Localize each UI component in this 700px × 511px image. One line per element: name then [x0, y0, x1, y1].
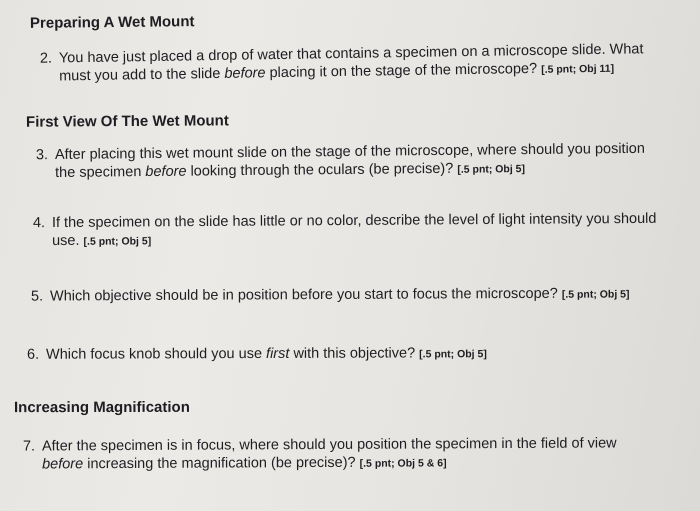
- question-5: [31, 284, 630, 306]
- question-text-line-1: Which objective should be in position before you start to focus the microscope? [.5 pnt; Obj 5]: [49, 285, 630, 305]
- question-number: 6.: [26, 346, 40, 363]
- points-label: [.5 pnt; Obj 5 & 6]: [359, 457, 447, 470]
- question-7: [23, 434, 617, 474]
- question-text-line-1: After the specimen is in focus, where should you position the specimen in the field of view: [41, 435, 617, 455]
- question-6: [27, 344, 487, 365]
- question-number: 5.: [30, 288, 44, 305]
- question-text-line-2: must you add to the slide before placing it on the stage of the microscope? [.5 pnt; Obj 11]: [59, 60, 615, 85]
- points-label: [.5 pnt; Obj 5]: [83, 235, 152, 248]
- question-number: 2.: [39, 50, 53, 67]
- points-label: [.5 pnt; Obj 11]: [541, 62, 615, 76]
- question-number: 3.: [35, 147, 49, 164]
- points-label: [.5 pnt; Obj 5]: [457, 163, 526, 176]
- section-heading-first-view: First View Of The Wet Mount: [25, 112, 229, 131]
- question-2: [40, 40, 644, 86]
- question-text-line-1: You have just placed a drop of water that contains a specimen on a microscope slide. What: [58, 41, 644, 67]
- question-4: [33, 210, 657, 251]
- question-text-line-1: After placing this wet mount slide on the stage of the microscope, where should you position: [54, 140, 645, 163]
- question-3: [36, 140, 645, 183]
- question-text-line-1: Which focus knob should you use first with this objective? [.5 pnt; Obj 5]: [45, 345, 487, 363]
- section-heading-preparing: Preparing A Wet Mount: [29, 13, 195, 32]
- question-text-line-2: use. [.5 pnt; Obj 5]: [52, 232, 152, 250]
- question-text-line-2: before increasing the magnification (be precise)? [.5 pnt; Obj 5 & 6]: [42, 454, 447, 473]
- points-label: [.5 pnt; Obj 5]: [419, 348, 487, 361]
- question-text-line-2: the specimen before looking through the oculars (be precise)? [.5 pnt; Obj 5]: [55, 160, 526, 181]
- question-text-line-1: If the specimen on the slide has little or no color, describe the level of light intensity you should: [51, 210, 657, 232]
- question-number: 7.: [22, 438, 36, 455]
- section-heading-increasing: Increasing Magnification: [13, 398, 190, 417]
- points-label: [.5 pnt; Obj 5]: [561, 288, 630, 301]
- question-number: 4.: [32, 215, 46, 232]
